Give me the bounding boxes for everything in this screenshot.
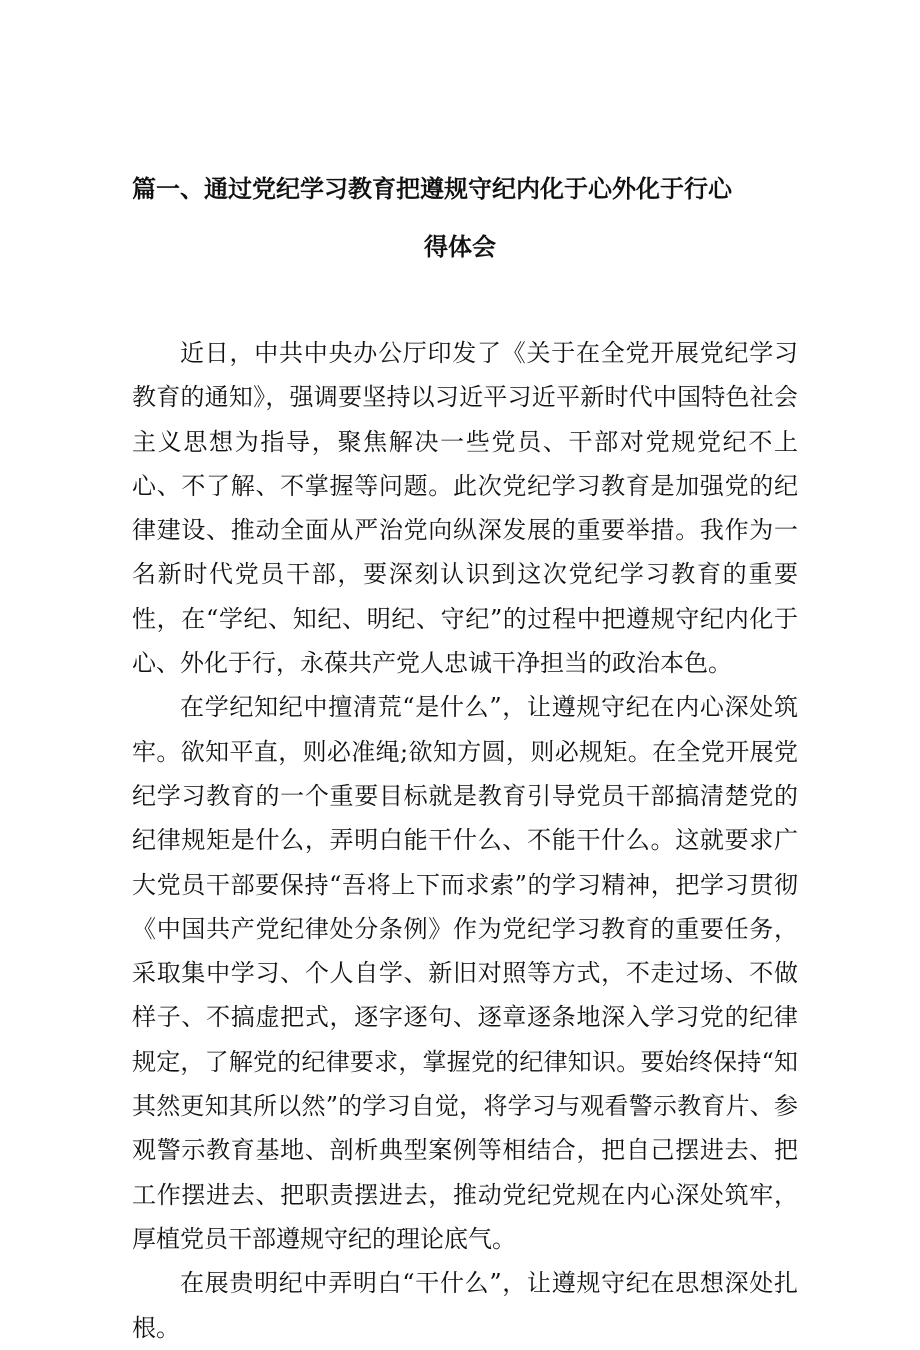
document-body xyxy=(132,331,798,1350)
body-paragraph-3: 在展贵明纪中弄明白“干什么”，让遵规守纪在思想深处扎根。 xyxy=(132,1269,798,1342)
body-paragraph-1: 近日，中共中央办公厅印发了《关于在全党开展党纪学习教育的通知》，强调要坚持以习近平习近平新时代中国特色社会主义思想为指导，聚焦解决一些党员、干部对党规党纪不上心、不了解、不掌握等问题。此次党纪学习教育是加强党的纪律建设、推动全面从严治党向纵深发展的重要举措。我作为一名新时代党员干部，要深刻认识到这次党纪学习教育的重要性，在“学纪、知纪、明纪、守纪”的过程中把遵规守纪内化于心、外化于行，永葆共产党人忠诚干净担当的政治本色。 xyxy=(132,339,798,678)
body-paragraph-2: 在学纪知纪中擅清荒“是什么”，让遵规守纪在内心深处筑牢。欲知平直，则必准绳;欲知方圆，则必规矩。在全党开展党纪学习教育的一个重要目标就是教育引导党员干部搞清楚党的纪律规矩是什么，弄明白能干什么、不能干什么。这就要求广大党员干部要保持“吾将上下而求索”的学习精神，把学习贯彻《中国共产党纪律处分条例》作为党纪学习教育的重要任务，采取集中学习、个人自学、新旧对照等方式，不走过场、不做样子、不搞虚把式，逐字逐句、逐章逐条地深入学习党的纪律规定，了解党的纪律要求，掌握党的纪律知识。要始终保持“知其然更知其所以然”的学习自觉，将学习与观看警示教育片、参观警示教育基地、剖析典型案例等相结合，把自己摆进去、把工作摆进去、把职责摆进去，推动党纪党规在内心深处筑牢，厚植党员干部遵规守纪的理论底气。 xyxy=(132,693,798,1253)
document-title-line-2: 得体会 xyxy=(424,232,496,261)
document-title-line-1: 篇一、通过党纪学习教育把遵规守纪内化于心外化于行心 xyxy=(132,174,732,203)
